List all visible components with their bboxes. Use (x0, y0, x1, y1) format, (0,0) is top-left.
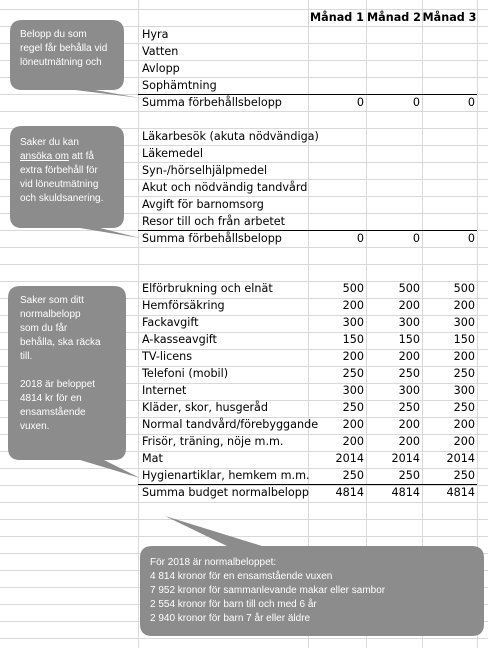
row-label[interactable]: Akut och nödvändig tandvård (142, 181, 308, 194)
value-month-1[interactable]: 300 (342, 384, 364, 397)
bubble-text: att få (68, 151, 94, 162)
row-label[interactable]: Syn-/hörselhjälpmedel (142, 164, 268, 177)
bubble-line: 4 814 kronor för en ensamstående vuxen (150, 571, 333, 582)
value-month-3[interactable]: 250 (453, 367, 475, 380)
value-month-3[interactable]: 2014 (446, 452, 475, 465)
callout-text-1 (20, 28, 124, 70)
bubble-line: extra förbehåll för (20, 165, 98, 176)
value-month-2[interactable]: 200 (398, 435, 420, 448)
bubble-line: Belopp du som (20, 29, 87, 40)
sum-month-2[interactable]: 4814 (391, 486, 420, 499)
row-label[interactable]: Sophämtning (142, 79, 217, 92)
sum-month-2[interactable]: 0 (412, 96, 420, 109)
value-month-3[interactable]: 250 (453, 401, 475, 414)
sum-label[interactable]: Summa förbehållsbelopp (142, 96, 282, 109)
bubble-line: och skuldsanering. (20, 193, 104, 204)
row-label[interactable]: Läkarbesök (akuta nödvändiga) (142, 130, 319, 143)
value-month-2[interactable]: 250 (398, 367, 420, 380)
value-month-3[interactable]: 250 (453, 469, 475, 482)
row-label[interactable]: Läkemedel (142, 147, 203, 160)
sum-month-1[interactable]: 0 (356, 232, 364, 245)
sum-month-3[interactable]: 4814 (446, 486, 475, 499)
bubble-line: till. (20, 351, 33, 362)
bubble-line: regel får behålla vid (20, 43, 108, 54)
value-month-2[interactable]: 200 (398, 418, 420, 431)
bubble-line: vuxen. (20, 421, 50, 432)
value-month-2[interactable]: 200 (398, 350, 420, 363)
bubble-line: vid löneutmätning (20, 179, 99, 190)
row-label[interactable]: A-kasseavgift (142, 333, 217, 346)
value-month-3[interactable]: 200 (453, 299, 475, 312)
row-label[interactable]: Internet (142, 384, 187, 397)
value-month-3[interactable]: 200 (453, 350, 475, 363)
row-label[interactable]: Telefoni (mobil) (142, 367, 229, 380)
callout-text-3 (20, 294, 124, 434)
value-month-3[interactable]: 200 (453, 435, 475, 448)
row-label[interactable]: Resor till och från arbetet (142, 215, 286, 228)
bubble-line: 2 940 kronor för barn 7 år eller äldre (150, 613, 311, 624)
value-month-2[interactable]: 150 (398, 333, 420, 346)
value-month-3[interactable]: 200 (453, 418, 475, 431)
bubble-line: behålla, ska räcka (20, 337, 101, 348)
sum-month-3[interactable]: 0 (467, 232, 475, 245)
bubble-spacer (20, 364, 124, 378)
value-month-1[interactable]: 200 (342, 435, 364, 448)
row-label[interactable]: Mat (142, 452, 163, 465)
value-month-2[interactable]: 300 (398, 316, 420, 329)
value-month-2[interactable]: 300 (398, 384, 420, 397)
row-label[interactable]: Vatten (142, 45, 179, 58)
value-month-1[interactable]: 250 (342, 469, 364, 482)
bubble-line (20, 150, 124, 164)
value-month-3[interactable]: 300 (453, 384, 475, 397)
value-month-1[interactable]: 150 (342, 333, 364, 346)
header-month-2[interactable]: Månad 2 (367, 11, 421, 24)
value-month-1[interactable]: 200 (342, 418, 364, 431)
value-month-3[interactable]: 300 (453, 316, 475, 329)
value-month-1[interactable]: 300 (342, 316, 364, 329)
value-month-1[interactable]: 500 (342, 282, 364, 295)
row-label[interactable]: Normal tandvård/förebyggande (142, 418, 319, 431)
value-month-2[interactable]: 250 (398, 401, 420, 414)
bubble-line: ensamstående (20, 407, 86, 418)
value-month-1[interactable]: 2014 (335, 452, 364, 465)
value-month-2[interactable]: 200 (398, 299, 420, 312)
bubble-line: 2018 är beloppet (20, 379, 96, 390)
row-label[interactable]: Avlopp (142, 62, 180, 75)
header-month-1[interactable]: Månad 1 (310, 11, 364, 24)
bubble-line: Saker som ditt (20, 295, 84, 306)
bubble-line: Saker du kan (20, 137, 79, 148)
row-label[interactable]: Frisör, träning, nöje m.m. (142, 435, 284, 448)
value-month-1[interactable]: 200 (342, 299, 364, 312)
callout-text-4 (150, 556, 480, 626)
sum-label[interactable]: Summa förbehållsbelopp (142, 232, 282, 245)
row-label[interactable]: Kläder, skor, husgeråd (142, 401, 269, 414)
bubble-line: normalbelopp (20, 309, 81, 320)
value-month-1[interactable]: 250 (342, 401, 364, 414)
sum-month-2[interactable]: 0 (412, 232, 420, 245)
row-label[interactable]: Hyra (142, 28, 169, 41)
row-label[interactable]: Hygienartiklar, hemkem m.m. (142, 469, 310, 482)
ansoka-om-link[interactable]: ansöka om (20, 151, 69, 162)
value-month-2[interactable]: 2014 (391, 452, 420, 465)
value-month-3[interactable]: 500 (453, 282, 475, 295)
bubble-line: 7 952 kronor för sammanlevande makar eller sambor (150, 585, 386, 596)
value-month-2[interactable]: 500 (398, 282, 420, 295)
value-month-1[interactable]: 200 (342, 350, 364, 363)
row-label[interactable]: Fackavgift (142, 316, 199, 329)
row-label[interactable]: Avgift för barnomsorg (142, 198, 264, 211)
row-label[interactable]: TV-licens (142, 350, 193, 363)
value-month-2[interactable]: 250 (398, 469, 420, 482)
row-label[interactable]: Elförbrukning och elnät (142, 282, 273, 295)
row-label[interactable]: Hemförsäkring (142, 299, 225, 312)
sum-label[interactable]: Summa budget normalbelopp (142, 486, 309, 499)
callout-text-2 (20, 136, 124, 206)
sum-month-1[interactable]: 4814 (335, 486, 364, 499)
header-month-3[interactable]: Månad 3 (422, 11, 477, 24)
sum-month-3[interactable]: 0 (467, 96, 475, 109)
sum-month-1[interactable]: 0 (356, 96, 364, 109)
bubble-line: 2 554 kronor för barn till och med 6 år (150, 599, 317, 610)
bubble-line: som du får (20, 323, 68, 334)
bubble-line: löneutmätning och (20, 57, 102, 68)
bubble-line: 4814 kr för en (20, 393, 82, 404)
value-month-1[interactable]: 250 (342, 367, 364, 380)
bubble-title: För 2018 är normalbeloppet: (150, 557, 277, 568)
value-month-3[interactable]: 150 (453, 333, 475, 346)
